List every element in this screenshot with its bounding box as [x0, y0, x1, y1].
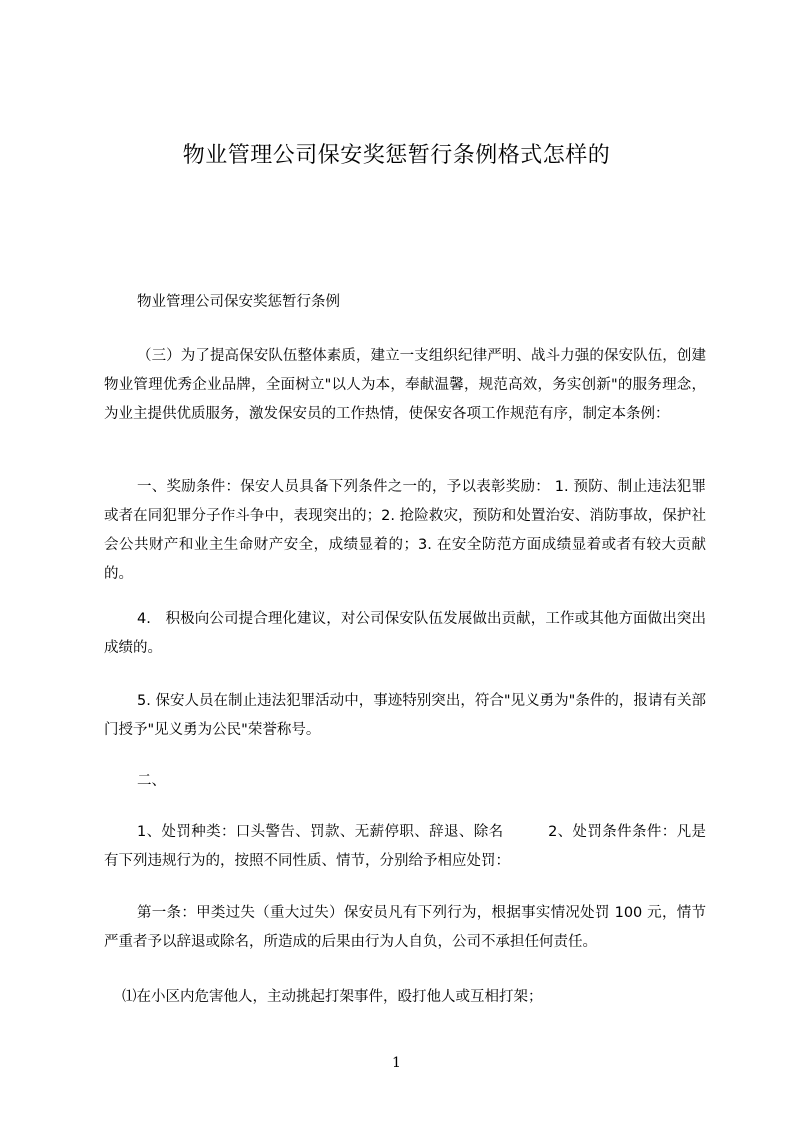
section-heading-two: 二、	[137, 773, 166, 789]
document-subtitle: 物业管理公司保安奖惩暂行条例	[137, 294, 340, 310]
paragraph-article-one: 第一条：甲类过失（重大过失）保安员凡有下列行为，根据事实情况处罚 100 元，情节严重者予以辞退或除名，所造成的后果由行为人自负，公司不承担任何责任。	[104, 905, 706, 950]
paragraph-penalty-types: 1、处罚种类：口头警告、罚款、无薪停职、辞退、除名 2、处罚条件条件：凡是有下列违规行为的，按照不同性质、情节，分别给予相应处罚：	[104, 824, 706, 869]
page-number: 1	[392, 1055, 401, 1071]
paragraph-reward-item-4: 4. 积极向公司提合理化建议，对公司保安队伍发展做出贡献，工作或其他方面做出突出成绩的。	[104, 611, 706, 656]
paragraph-preamble: （三）为了提高保安队伍整体素质，建立一支组织纪律严明、战斗力强的保安队伍，创建物业管理优秀企业品牌，全面树立"以人为本，奉献温馨，规范高效，务实创新"的服务理念，为业主提供优质服务，激发保安员的工作热情，使保安各项工作规范有序，制定本条例：	[104, 348, 706, 422]
paragraph-reward-conditions: 一、奖励条件：保安人员具备下列条件之一的，予以表彰奖励： 1. 预防、制止违法犯罪或者在同犯罪分子作斗争中，表现突出的；2. 抢险救灾，预防和处置治安、消防事故，保护社会公共财产和业主生命财产安全，成绩显着的；3. 在安全防范方面成绩显着或者有较大贡献的。	[104, 479, 706, 582]
document-title: 物业管理公司保安奖惩暂行条例格式怎样的	[182, 143, 611, 168]
paragraph-article-one-item-1: ⑴在小区内危害他人，主动挑起打架事件，殴打他人或互相打架；	[122, 989, 543, 1005]
paragraph-reward-item-5: 5. 保安人员在制止违法犯罪活动中，事迹特别突出，符合"见义勇为"条件的，报请有关部门授予"见义勇为公民"荣誉称号。	[104, 693, 706, 738]
